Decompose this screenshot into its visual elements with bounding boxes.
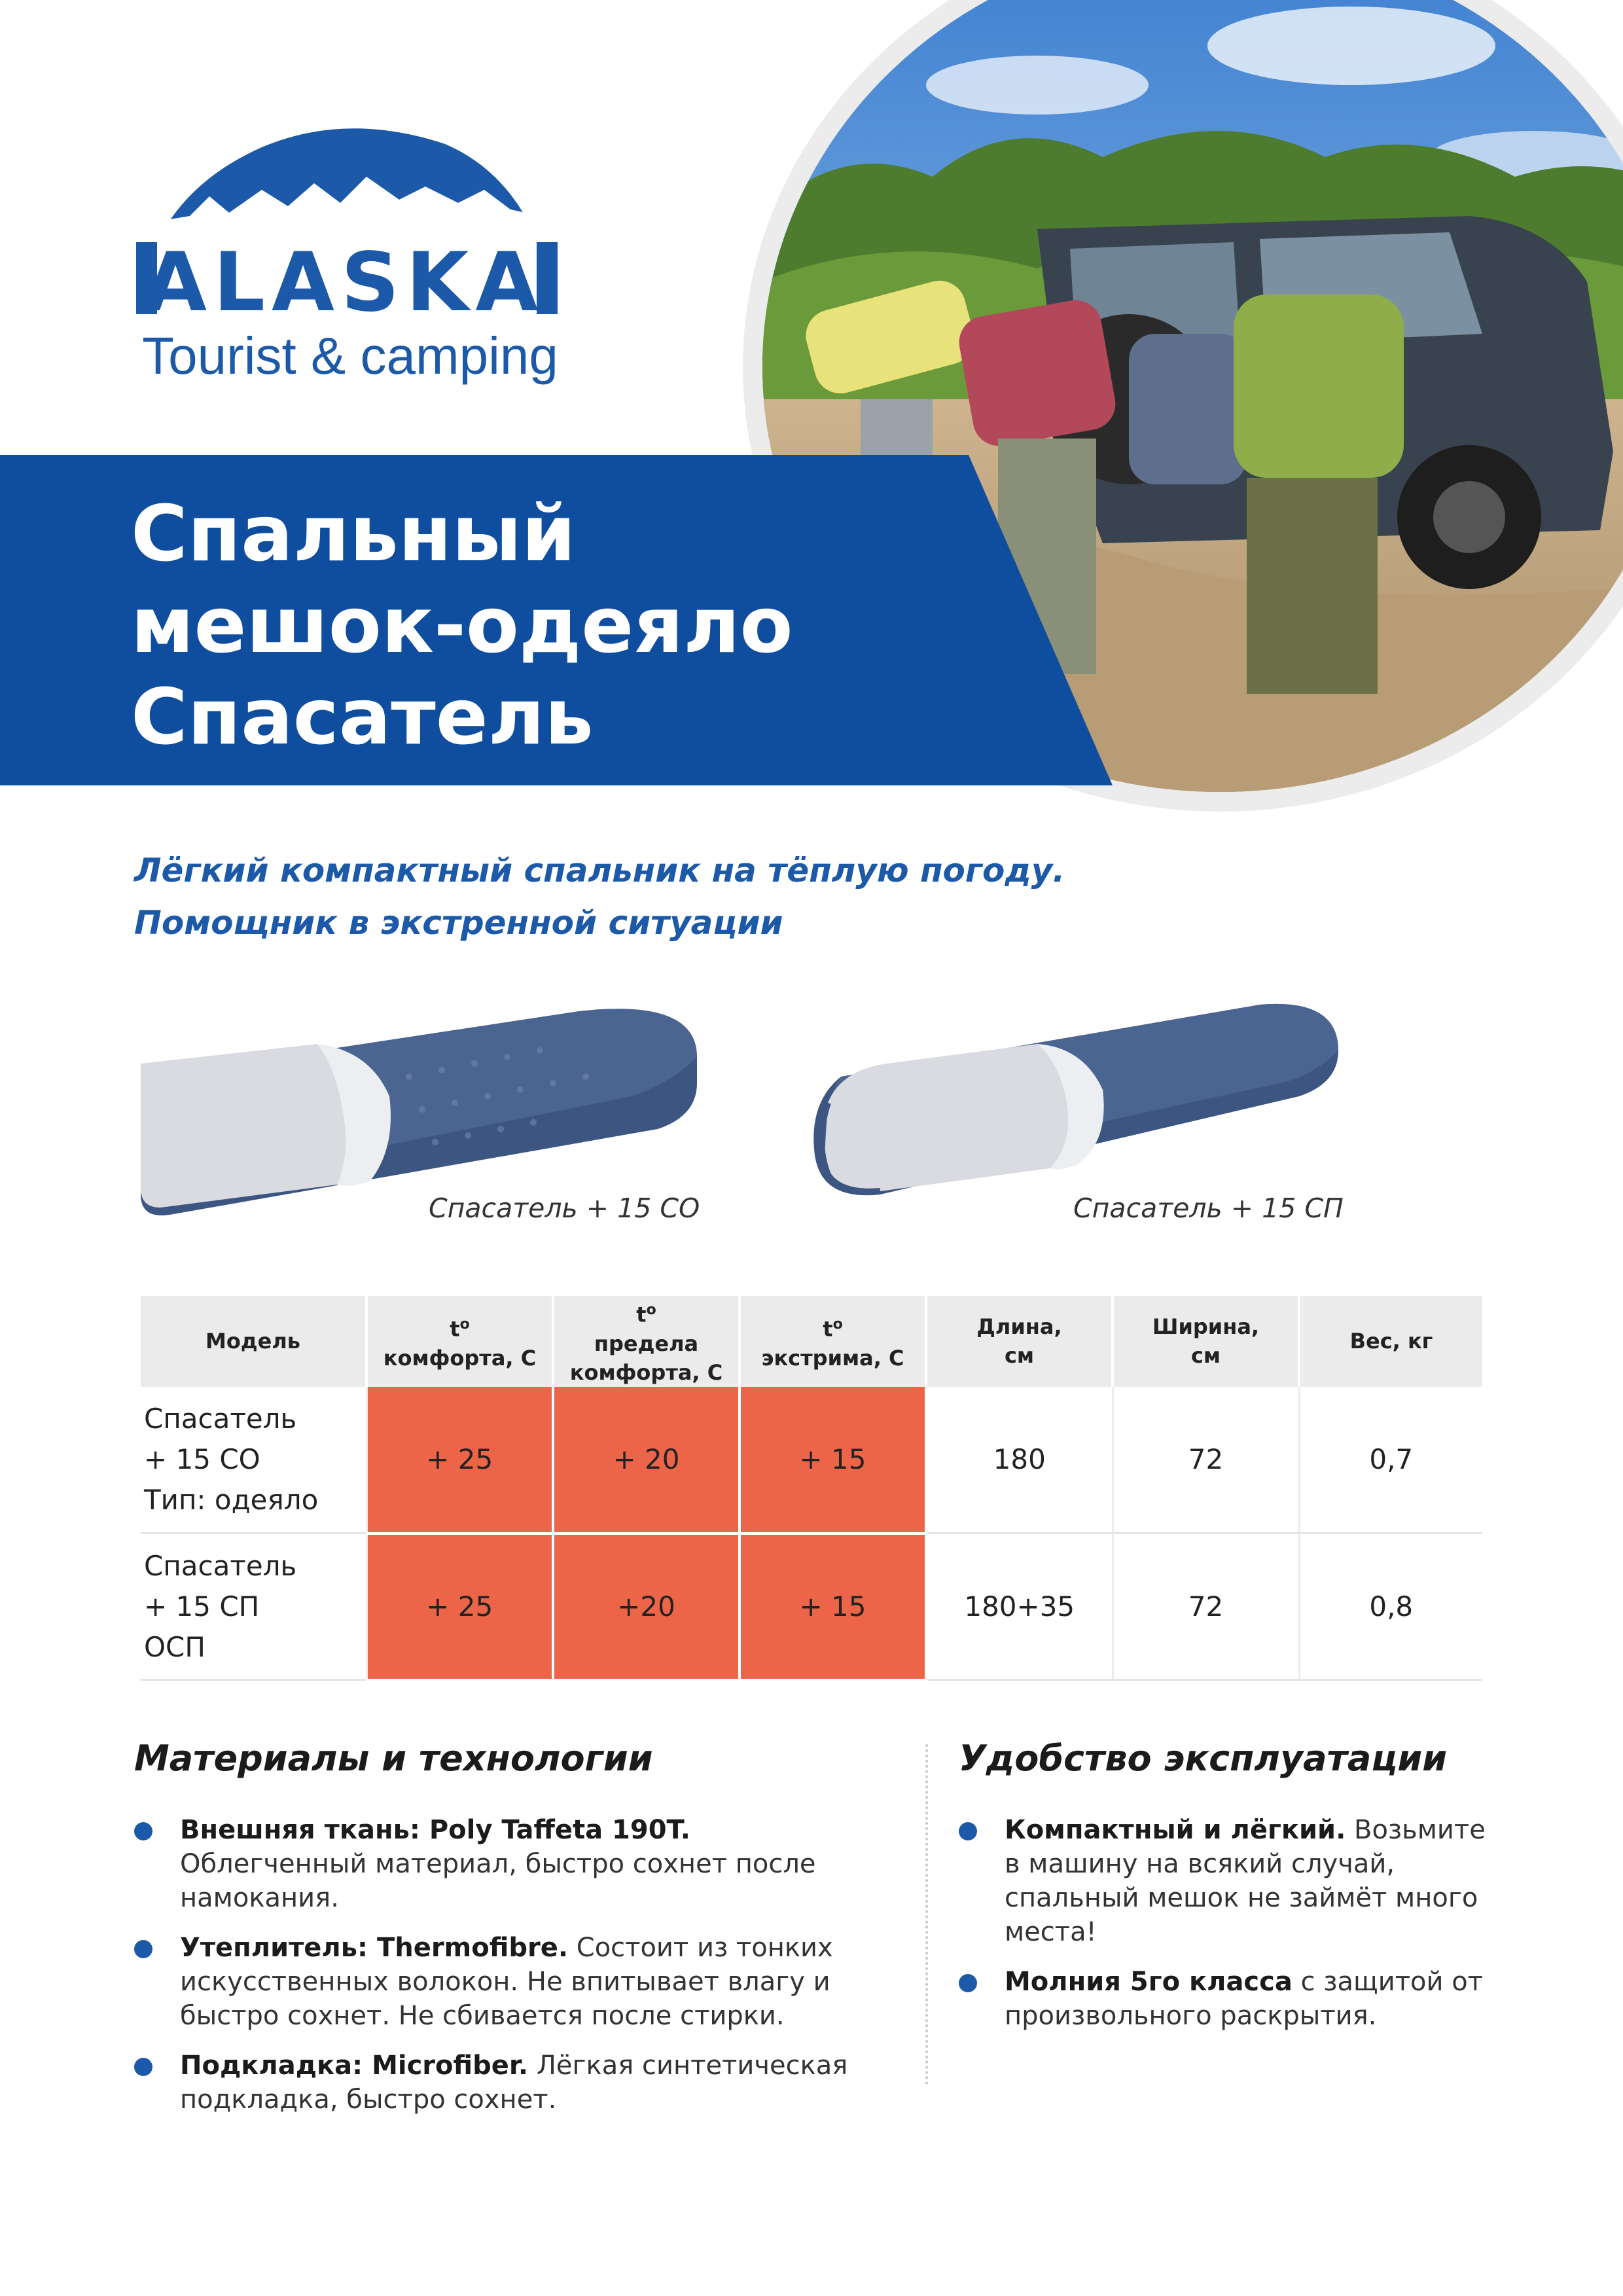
brand-tagline: Tourist & camping xyxy=(142,327,558,385)
product-image-hooded xyxy=(802,985,1345,1201)
list-item: Компактный и лёгкий. Возьмите в машину на всякий случай, спальный мешок не займёт много места! xyxy=(959,1813,1502,1949)
list-item: Подкладка: Microfiber. Лёгкая синтетическая подкладка, быстро сохнет. xyxy=(134,2049,880,2117)
product-caption: Спасатель + 15 СП xyxy=(1073,1193,1344,1224)
page-subtitle xyxy=(134,844,1312,949)
table-row xyxy=(141,1387,1482,1534)
cell-extreme: + 15 xyxy=(740,1387,926,1534)
sleeping-bag-blanket-illustration xyxy=(134,985,704,1221)
cell-weight: 0,7 xyxy=(1299,1387,1482,1534)
materials-heading: Материалы и технологии xyxy=(134,1738,653,1779)
cell-model: Спасатель + 15 СО Тип: одеяло xyxy=(141,1387,366,1534)
col-header-width: Ширина, см xyxy=(1113,1296,1299,1387)
cell-limit: + 20 xyxy=(553,1387,740,1534)
col-header-length: Длина, см xyxy=(926,1296,1113,1387)
list-item: Молния 5го класса с защитой от произвольного раскрытия. xyxy=(959,1965,1502,2033)
cell-extreme: + 15 xyxy=(740,1534,926,1680)
cell-width: 72 xyxy=(1113,1387,1299,1534)
bullet-icon xyxy=(959,1822,977,1840)
subtitle-line: Помощник в экстренной ситуации xyxy=(134,904,783,942)
column-divider xyxy=(925,1744,928,2085)
list-item: Утеплитель: Thermofibre. Состоит из тонких искусственных волокон. Не впитывает влагу и быстро сохнет. Не сбивается после стирки. xyxy=(134,1931,880,2033)
usability-heading: Удобство эксплуатации xyxy=(959,1738,1448,1779)
title-line: Спальный xyxy=(131,488,576,579)
list-item: Внешняя ткань: Poly Taffeta 190T. Облегченный материал, быстро сохнет после намокания. xyxy=(134,1813,880,1915)
spec-table xyxy=(141,1296,1482,1681)
cell-weight: 0,8 xyxy=(1299,1534,1482,1680)
col-header-extreme: $t^o$ экстрима, С xyxy=(740,1296,926,1387)
cell-comfort: + 25 xyxy=(366,1387,553,1534)
col-header-model: Модель xyxy=(141,1296,366,1387)
brand-name: ALASKA xyxy=(144,236,545,330)
cell-limit: +20 xyxy=(553,1534,740,1680)
col-header-limit: $t^o$ предела комфорта, С xyxy=(553,1296,740,1387)
bullet-icon xyxy=(134,1822,152,1840)
subtitle-line: Лёгкий компактный спальник на тёплую погоду. xyxy=(134,852,1065,889)
product-image-blanket xyxy=(134,985,704,1221)
brand-logo xyxy=(131,118,563,393)
page-title xyxy=(131,488,982,762)
cell-model: Спасатель + 15 СП ОСП xyxy=(141,1534,366,1680)
bullet-icon xyxy=(959,1974,977,1992)
cell-comfort: + 25 xyxy=(366,1534,553,1680)
table-row xyxy=(141,1534,1482,1680)
title-line: Спасатель xyxy=(131,672,594,762)
col-header-weight: Вес, кг xyxy=(1299,1296,1482,1387)
sleeping-bag-hooded-illustration xyxy=(802,985,1345,1201)
cell-length: 180 xyxy=(926,1387,1113,1534)
materials-list xyxy=(134,1813,880,2132)
product-caption: Спасатель + 15 СО xyxy=(429,1193,700,1224)
title-line: мешок-одеяло xyxy=(131,580,793,670)
usability-list xyxy=(959,1813,1502,2049)
table-header-row xyxy=(141,1296,1482,1387)
bullet-icon xyxy=(134,1940,152,1958)
col-header-comfort: $t^o$ комфорта, С xyxy=(366,1296,553,1387)
cell-width: 72 xyxy=(1113,1534,1299,1680)
cell-length: 180+35 xyxy=(926,1534,1113,1680)
bullet-icon xyxy=(134,2058,152,2076)
